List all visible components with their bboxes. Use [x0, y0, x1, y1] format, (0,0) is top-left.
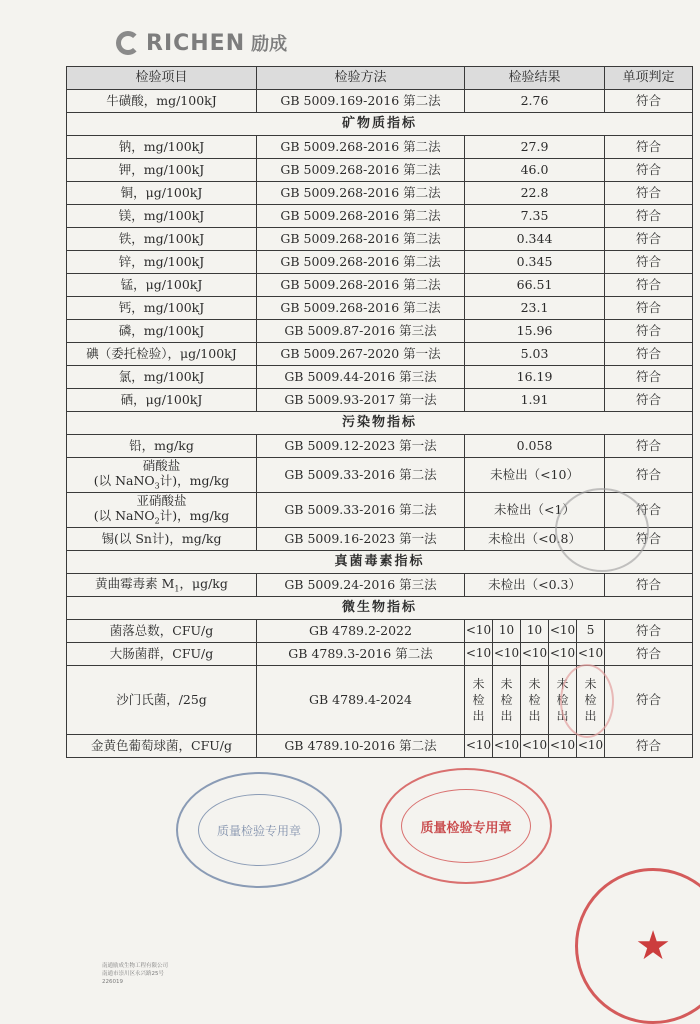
- verdict-cell: 符合: [605, 159, 693, 182]
- sample-value-text: 未检出: [584, 677, 597, 723]
- item-cell: 硒，μg/100kJ: [67, 389, 257, 412]
- table-row: [67, 274, 693, 297]
- item-a: 黄曲霉毒素 M: [95, 575, 175, 591]
- result-cell: 未检出（<10）: [465, 458, 605, 493]
- item-cell: 沙门氏菌，/25g: [67, 666, 257, 735]
- category-mycotoxins: 真菌毒素指标: [67, 551, 693, 574]
- result-cell: 27.9: [465, 136, 605, 159]
- method-cell: GB 4789.4-2024: [257, 666, 465, 735]
- method-cell: GB 4789.10-2016 第二法: [257, 735, 465, 758]
- result-cell: 7.35: [465, 205, 605, 228]
- header-row: [67, 67, 693, 90]
- footer-line: 南通市崇川区永兴路25号: [102, 971, 164, 977]
- verdict-cell: 符合: [605, 320, 693, 343]
- result-cell: 未检出（<0.8）: [465, 528, 605, 551]
- item-cell: 氯，mg/100kJ: [67, 366, 257, 389]
- company-star-seal: [575, 868, 700, 1024]
- sample-value: <10: [577, 643, 605, 666]
- verdict-cell: 符合: [605, 205, 693, 228]
- method-cell: GB 5009.16-2023 第一法: [257, 528, 465, 551]
- company-logo: [116, 30, 287, 56]
- item-cell: 钠，mg/100kJ: [67, 136, 257, 159]
- item-cell: 牛磺酸，mg/100kJ: [67, 90, 257, 113]
- logo-brand-cn: 励成: [251, 34, 288, 55]
- table-row: [67, 205, 693, 228]
- item-b: ，μg/kg: [179, 575, 228, 591]
- verdict-cell: 符合: [605, 274, 693, 297]
- method-cell: GB 5009.268-2016 第二法: [257, 159, 465, 182]
- sample-value: <10: [493, 735, 521, 758]
- method-cell: GB 5009.169-2016 第二法: [257, 90, 465, 113]
- category-row: [67, 597, 693, 620]
- method-cell: GB 5009.268-2016 第二法: [257, 182, 465, 205]
- verdict-cell: 符合: [605, 574, 693, 597]
- table-row: [67, 574, 693, 597]
- category-row: [67, 412, 693, 435]
- verdict-cell: 符合: [605, 182, 693, 205]
- verdict-cell: 符合: [605, 343, 693, 366]
- item-line2a: (以 NaNO: [93, 472, 155, 488]
- table-row: [67, 643, 693, 666]
- item-cell: [67, 574, 257, 597]
- item-cell: 磷，mg/100kJ: [67, 320, 257, 343]
- item-sub: 3: [154, 481, 160, 491]
- method-cell: GB 5009.44-2016 第三法: [257, 366, 465, 389]
- item-cell: 钙，mg/100kJ: [67, 297, 257, 320]
- header-result: 检验结果: [465, 67, 605, 90]
- faint-seal-stamp: [555, 488, 649, 572]
- sample-value: <10: [549, 735, 577, 758]
- item-line1: 硝酸盐: [142, 458, 181, 474]
- verdict-cell: 符合: [605, 90, 693, 113]
- sample-value: [465, 666, 493, 735]
- item-cell: 金黄色葡萄球菌，CFU/g: [67, 735, 257, 758]
- footer-line: 226019: [102, 979, 123, 985]
- item-cell: 铜，μg/100kJ: [67, 182, 257, 205]
- method-cell: GB 5009.12-2023 第一法: [257, 435, 465, 458]
- item-cell: 铅，mg/kg: [67, 435, 257, 458]
- method-cell: GB 4789.2-2022: [257, 620, 465, 643]
- sample-value: <10: [493, 643, 521, 666]
- item-sub: 2: [154, 516, 160, 526]
- red-quality-seal: [380, 768, 552, 884]
- item-line2b: 计)，mg/kg: [159, 507, 230, 523]
- result-cell: 16.19: [465, 366, 605, 389]
- result-cell: 15.96: [465, 320, 605, 343]
- item-cell: 镁，mg/100kJ: [67, 205, 257, 228]
- header-verdict: 单项判定: [605, 67, 693, 90]
- logo-brand: RICHEN: [146, 30, 246, 56]
- verdict-cell: 符合: [605, 136, 693, 159]
- table-row: [67, 735, 693, 758]
- item-cell: 菌落总数，CFU/g: [67, 620, 257, 643]
- item-cell: 碘（委托检验），μg/100kJ: [67, 343, 257, 366]
- result-cell: 66.51: [465, 274, 605, 297]
- item-cell: [67, 493, 257, 528]
- item-cell: 锌，mg/100kJ: [67, 251, 257, 274]
- method-cell: GB 5009.268-2016 第二法: [257, 205, 465, 228]
- header-method: 检验方法: [257, 67, 465, 90]
- result-cell: 46.0: [465, 159, 605, 182]
- category-row: [67, 113, 693, 136]
- result-cell: 2.76: [465, 90, 605, 113]
- result-cell: 0.058: [465, 435, 605, 458]
- method-cell: GB 4789.3-2016 第二法: [257, 643, 465, 666]
- result-cell: 5.03: [465, 343, 605, 366]
- table-row: [67, 366, 693, 389]
- item-line2b: 计)，mg/kg: [159, 472, 230, 488]
- verdict-cell: 符合: [605, 493, 693, 528]
- result-cell: 未检出（<1）: [465, 493, 605, 528]
- footer-address: [102, 962, 168, 986]
- sample-value: <10: [465, 643, 493, 666]
- category-minerals: 矿物质指标: [67, 113, 693, 136]
- richen-logo-icon: [116, 31, 140, 55]
- sample-value: [493, 666, 521, 735]
- blue-seal-text: 质量检验专用章: [216, 823, 301, 838]
- verdict-cell: 符合: [605, 228, 693, 251]
- method-cell: GB 5009.24-2016 第三法: [257, 574, 465, 597]
- table-row: [67, 136, 693, 159]
- table-row: [67, 159, 693, 182]
- sample-value: 10: [521, 620, 549, 643]
- item-cell: 大肠菌群，CFU/g: [67, 643, 257, 666]
- verdict-cell: 符合: [605, 366, 693, 389]
- table-row: [67, 435, 693, 458]
- method-cell: GB 5009.268-2016 第二法: [257, 251, 465, 274]
- table-row: [67, 90, 693, 113]
- item-cell: [67, 458, 257, 493]
- table-row: [67, 297, 693, 320]
- sample-value-text: 未检出: [528, 677, 541, 723]
- item-sub: 1: [174, 584, 180, 594]
- table-row: [67, 620, 693, 643]
- table-row: [67, 320, 693, 343]
- method-cell: GB 5009.267-2020 第一法: [257, 343, 465, 366]
- verdict-cell: 符合: [605, 643, 693, 666]
- sample-value: [521, 666, 549, 735]
- verdict-cell: 符合: [605, 620, 693, 643]
- method-cell: GB 5009.87-2016 第三法: [257, 320, 465, 343]
- result-cell: 0.344: [465, 228, 605, 251]
- sample-value: <10: [465, 735, 493, 758]
- red-seal-text: 质量检验专用章: [420, 820, 512, 836]
- table-row: [67, 251, 693, 274]
- verdict-cell: 符合: [605, 297, 693, 320]
- sample-value: <10: [521, 643, 549, 666]
- mineral-rows: [67, 136, 693, 412]
- method-cell: GB 5009.268-2016 第二法: [257, 228, 465, 251]
- method-cell: GB 5009.93-2017 第一法: [257, 389, 465, 412]
- table-row: [67, 389, 693, 412]
- sample-value: <10: [549, 643, 577, 666]
- inspection-table: [66, 66, 693, 758]
- sample-value: <10: [549, 620, 577, 643]
- category-micro: 微生物指标: [67, 597, 693, 620]
- blue-seal-inner: [198, 794, 320, 866]
- category-contaminants: 污染物指标: [67, 412, 693, 435]
- faint-red-seal-stamp: [560, 664, 614, 738]
- verdict-cell: 符合: [605, 435, 693, 458]
- result-cell: 1.91: [465, 389, 605, 412]
- verdict-cell: 符合: [605, 735, 693, 758]
- sample-value: <10: [465, 620, 493, 643]
- verdict-cell: 符合: [605, 251, 693, 274]
- sample-value: 5: [577, 620, 605, 643]
- result-cell: 22.8: [465, 182, 605, 205]
- star-icon: ★: [635, 923, 671, 969]
- verdict-cell: 符合: [605, 458, 693, 493]
- method-cell: GB 5009.268-2016 第二法: [257, 136, 465, 159]
- verdict-cell: 符合: [605, 389, 693, 412]
- sample-value-text: 未检出: [500, 677, 513, 723]
- method-cell: GB 5009.268-2016 第二法: [257, 297, 465, 320]
- sample-value: <10: [577, 735, 605, 758]
- result-cell: 0.345: [465, 251, 605, 274]
- sample-value-text: 未检出: [472, 677, 485, 723]
- result-cell: 未检出（<0.3）: [465, 574, 605, 597]
- table-row: [67, 182, 693, 205]
- table-row: [67, 343, 693, 366]
- blue-quality-seal: [176, 772, 342, 888]
- item-line2a: (以 NaNO: [93, 507, 155, 523]
- item-cell: 锡(以 Sn计)，mg/kg: [67, 528, 257, 551]
- footer-line: 南通励成生物工程有限公司: [102, 963, 169, 969]
- sample-value-text: 未检出: [556, 677, 569, 723]
- verdict-cell: 符合: [605, 666, 693, 735]
- sample-value: 10: [493, 620, 521, 643]
- item-cell: 钾，mg/100kJ: [67, 159, 257, 182]
- item-cell: 锰，μg/100kJ: [67, 274, 257, 297]
- item-cell: 铁，mg/100kJ: [67, 228, 257, 251]
- item-line1: 亚硝酸盐: [136, 493, 187, 509]
- table-row: [67, 228, 693, 251]
- sample-value: <10: [521, 735, 549, 758]
- red-seal-inner: [401, 789, 531, 863]
- method-cell: GB 5009.33-2016 第二法: [257, 458, 465, 493]
- method-cell: GB 5009.268-2016 第二法: [257, 274, 465, 297]
- method-cell: GB 5009.33-2016 第二法: [257, 493, 465, 528]
- result-cell: 23.1: [465, 297, 605, 320]
- verdict-cell: 符合: [605, 528, 693, 551]
- header-item: 检验项目: [67, 67, 257, 90]
